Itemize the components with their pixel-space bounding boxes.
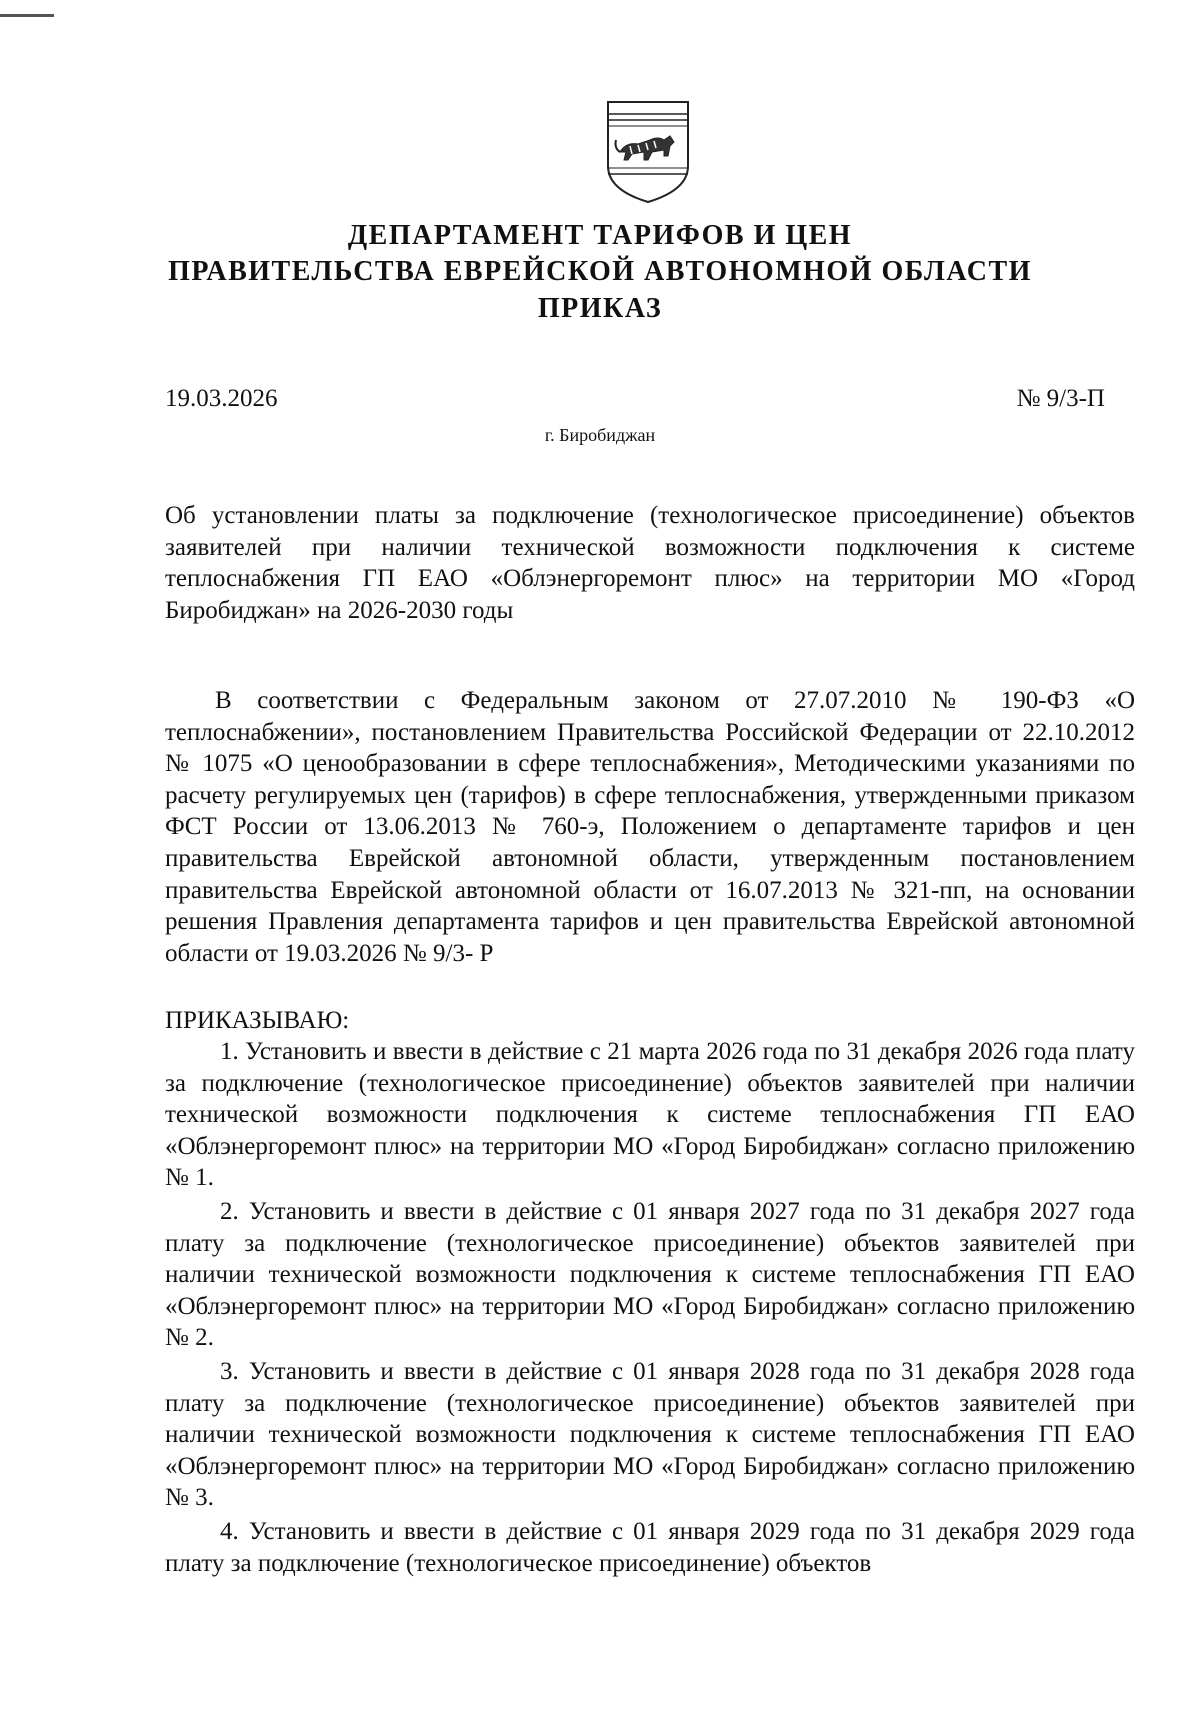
header-department: ДЕПАРТАМЕНТ ТАРИФОВ И ЦЕН	[347, 220, 853, 251]
scan-artifact	[0, 14, 54, 17]
document-subject: Об установлении платы за подключение (технологическое присоединение) объектов заявителей при наличии технической возможности подключения к системе теплоснабжения ГП ЕАО «Облэнергоремонт плюс» на территории МО «Город Биробиджан» на 2026-2030 годы	[165, 502, 1135, 624]
header-order-title: ПРИКАЗ	[537, 293, 663, 324]
document-preamble: В соответствии с Федеральным законом от 27.07.2010 № 190-ФЗ «О теплоснабжении», постановлением Правительства Российской Федерации от 22.10.2012 № 1075 «О ценообразовании в сфере теплоснабжения», Методическими указаниями по расчету регулируемых цен (тарифов) в сфере теплоснабжения, утвержденными приказом ФСТ России от 13.06.2013 № 760-э, Положением о департаменте тарифов и цен правительства Еврейской автономной области, утвержденным постановлением правительства Еврейской автономной области от 16.07.2013 № 321-пп, на основании решения Правления департамента тарифов и цен правительства Еврейской автономной области от 19.03.2026 № 9/3- Р	[165, 687, 1135, 967]
document-number: № 9/3-П	[1016, 385, 1105, 412]
header-government: ПРАВИТЕЛЬСТВА ЕВРЕЙСКОЙ АВТОНОМНОЙ ОБЛАСТИ	[168, 256, 1032, 287]
order-item: 2. Установить и ввести в действие с 01 января 2027 года по 31 декабря 2027 года плату за подключение (технологическое присоединение) объектов заявителей при наличии технической возможности подключения к системе теплоснабжения ГП ЕАО «Облэнергоремонт плюс» на территории МО «Город Биробиджан» согласно приложению № 2.	[165, 1198, 1135, 1352]
order-item: 1. Установить и ввести в действие с 21 марта 2026 года по 31 декабря 2026 года плату за подключение (технологическое присоединение) объектов заявителей при наличии технической возможности подключения к системе теплоснабжения ГП ЕАО «Облэнергоремонт плюс» на территории МО «Город Биробиджан» согласно приложению № 1.	[165, 1038, 1135, 1192]
document-city: г. Биробиджан	[544, 425, 656, 445]
order-item: 4. Установить и ввести в действие с 01 января 2029 года по 31 декабря 2029 года плату за подключение (технологическое присоединение) объектов	[165, 1518, 1135, 1577]
order-item: 3. Установить и ввести в действие с 01 января 2028 года по 31 декабря 2028 года плату за подключение (технологическое присоединение) объектов заявителей при наличии технической возможности подключения к системе теплоснабжения ГП ЕАО «Облэнергоремонт плюс» на территории МО «Город Биробиджан» согласно приложению № 3.	[165, 1358, 1135, 1512]
document-date: 19.03.2026	[165, 385, 278, 412]
coat-of-arms-emblem	[606, 100, 690, 204]
order-word: ПРИКАЗЫВАЮ:	[165, 1007, 350, 1034]
